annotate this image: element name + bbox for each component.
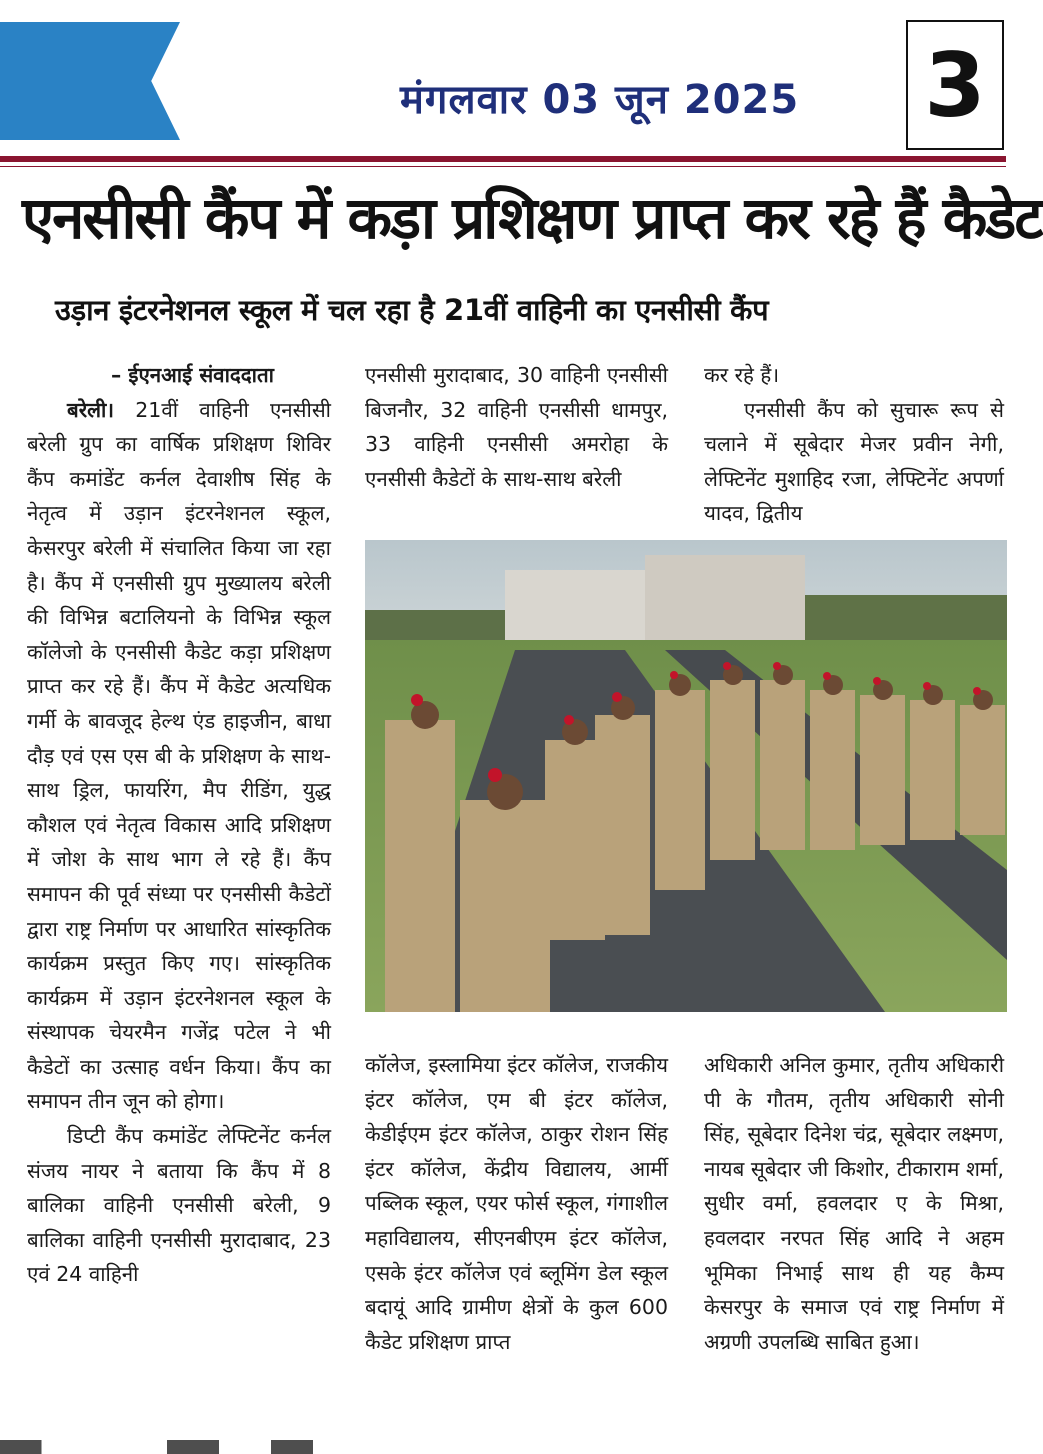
paragraph: कर रहे हैं।	[704, 363, 780, 387]
paragraph-text: 21वीं वाहिनी एनसीसी बरेली ग्रुप का वार्षिक प्रशिक्षण शिविर कैंप कमांडेंट कर्नल देवाशीष सिंह के नेतृत्व में उड़ान इंटरनेशनल स्कूल, केसरपुर बरेली में संचालित किया जा रहा है। कैंप में एनसीसी ग्रुप मुख्यालय बरेली की विभिन्न बटालियनो के विभिन्न स्कूल कॉलेजो के एनसीसी कैडेट कड़ा प्रशिक्षण प्राप्त कर रहे हैं। कैंप में कैडेट अत्यधिक गर्मी के बावजूद हेल्थ एंड हाइजीन, बाधा दौड़ एवं एस एस बी के प्रशिक्षण के साथ-साथ ड्रिल, फायरिंग, मैप रीडिंग, युद्ध कौशल एवं नेतृत्व विकास आदि प्रशिक्षण में जोश के साथ भाग ले रहे हैं। कैंप समापन की पूर्व संध्या पर एनसीसी कैडेटों द्वारा राष्ट्र निर्माण पर आधारित सांस्कृतिक कार्यक्रम प्रस्तुत किए गए। सांस्कृतिक कार्यक्रम में उड़ान इंटरनेशनल स्कूल के संस्थापक चेयरमैन गजेंद्र पटेल ने भी कैडेटों का उत्साह वर्धन किया। कैंप का समापन तीन जून को होगा।	[27, 397, 331, 1114]
column-2-bottom	[365, 1048, 668, 1359]
subheadline: उड़ान इंटरनेशनल स्कूल में चल रहा है 21वीं वाहिनी का एनसीसी कैंप	[55, 293, 769, 327]
paragraph: कॉलेज, इस्लामिया इंटर कॉलेज, राजकीय इंटर कॉलेज, एम बी इंटर कॉलेज, केडीईएम इंटर कॉलेज, ठाकुर रोशन सिंह इंटर कॉलेज, केंद्रीय विद्यालय, आर्मी पब्लिक स्कूल, एयर फोर्स स्कूल, गंगाशील महाविद्यालय, सीएनबीएम इंटर कॉलेज, एसके इंटर कॉलेज एवं ब्लूमिंग डेल स्कूल बदायूं आदि ग्रामीण क्षेत्रों के कुल 600 कैडेट प्रशिक्षण प्राप्त	[365, 1053, 668, 1354]
paragraph: एनसीसी मुरादाबाद, 30 वाहिनी एनसीसी बिजनौर, 32 वाहिनी एनसीसी धामपुर, 33 वाहिनी एनसीसी अमरोहा के एनसीसी कैडेटों के साथ-साथ बरेली	[365, 363, 668, 491]
paragraph: डिप्टी कैंप कमांडेंट लेफ्टिनेंट कर्नल संजय नायर ने बताया कि कैंप में 8 बालिका वाहिनी एनसीसी बरेली, 9 बालिका वाहिनी एनसीसी मुरादाबाद, 23 एवं 24 वाहिनी	[27, 1124, 331, 1287]
photo-illustration	[365, 540, 1007, 1012]
paragraph: अधिकारी अनिल कुमार, तृतीय अधिकारी पी के गौतम, तृतीय अधिकारी सोनी सिंह, सूबेदार दिनेश चंद्र, सूबेदार लक्ष्मण, नायब सूबेदार जी किशोर, टीकाराम शर्मा, सुधीर वर्मा, हवलदार ए के मिश्रा, हवलदार नरपत सिंह आदि ने अहम भूमिका निभाई साथ ही यह कैम्प केसरपुर के समाज एवं राष्ट्र निर्माण में अग्रणी उपलब्धि साबित हुआ।	[704, 1053, 1004, 1354]
page-number: 3	[906, 20, 1004, 150]
headline: एनसीसी कैंप में कड़ा प्रशिक्षण प्राप्त कर रहे हैं कैडेट	[22, 184, 1042, 252]
byline: – ईएनआई संवाददाता	[111, 363, 274, 387]
paragraph: एनसीसी कैंप को सुचारू रूप से चलाने में सूबेदार मेजर प्रवीन नेगी, लेफ्टिनेंट मुशाहिद रजा, लेफ्टिनेंट अपर्णा यादव, द्वितीय	[704, 397, 1004, 526]
issue-date: मंगलवार 03 जून 2025	[400, 77, 800, 123]
header-rule	[0, 156, 1006, 162]
dateline: बरेली।	[67, 397, 115, 422]
cadets-parade-photo	[365, 540, 1007, 1012]
next-article-edge	[0, 1440, 1043, 1454]
column-2-top	[365, 358, 668, 496]
paragraph	[27, 393, 331, 1119]
column-1	[27, 358, 331, 1292]
header-rule-thin	[0, 166, 1006, 167]
corner-decoration	[0, 22, 180, 140]
column-3-bottom	[704, 1048, 1004, 1359]
column-3-top	[704, 358, 1004, 531]
